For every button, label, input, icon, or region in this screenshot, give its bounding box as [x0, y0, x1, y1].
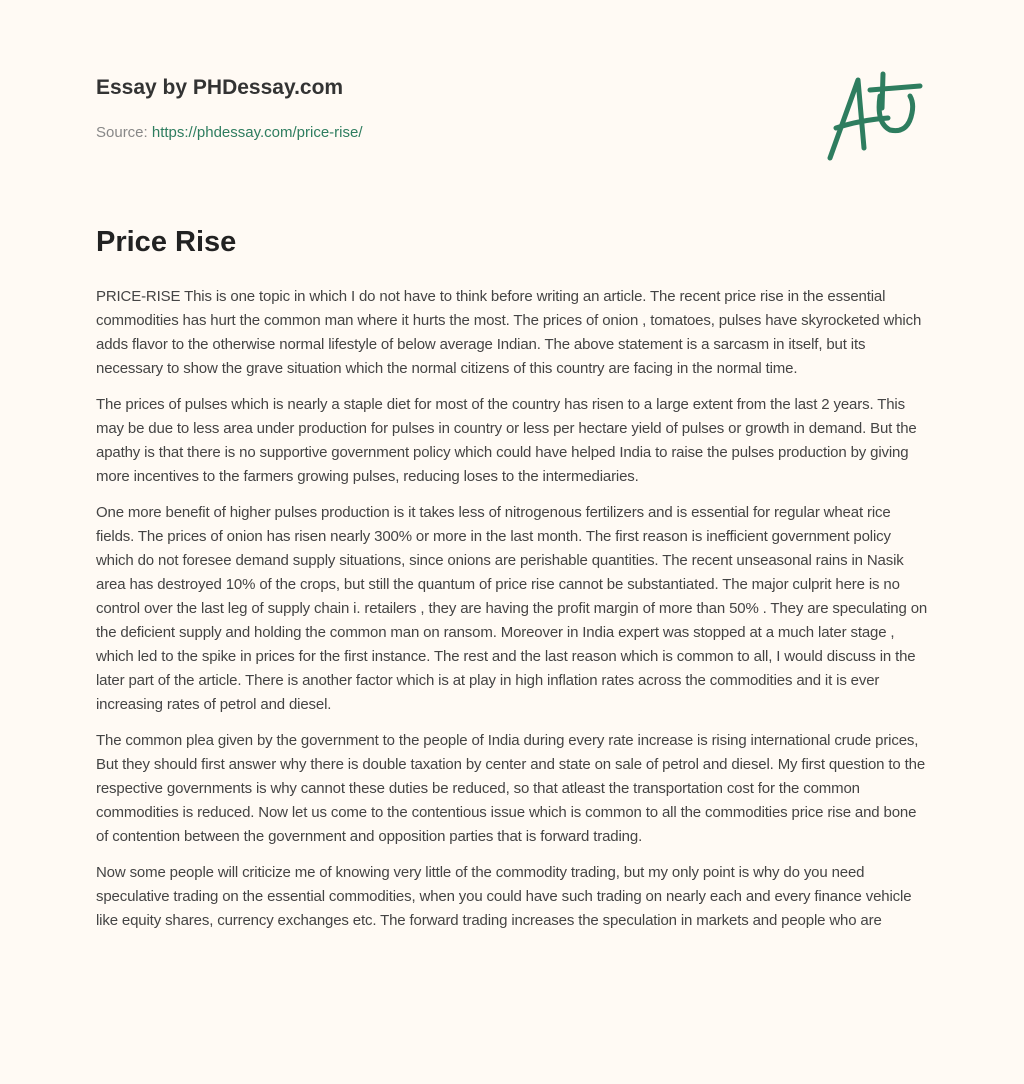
- article-title: Price Rise: [96, 226, 237, 258]
- source-line: [96, 124, 363, 141]
- site-brand: Essay by PHDessay.com: [96, 76, 344, 99]
- source-link[interactable]: https://phdessay.com/price-rise/: [151, 124, 363, 141]
- paragraph: One more benefit of higher pulses production is it takes less of nitrogenous fertilizers and is essential for regular wheat rice fields. The prices of onion has risen nearly 300% or more in the last month. The first reason is inefficient government policy which do not foresee demand supply situations, since onions are perishable quantities. The recent unseasonal rains in Nasik area has destroyed 10% of the crops, but still the quantum of price rise cannot be substantiated. The major culprit here is no control over the last leg of supply chain i. retailers , they are having the profit margin of more than 50% . They are speculating on the deficient supply and holding the common man on ransom. Moreover in India expert was stopped at a much later stage , which led to the spike in prices for the first instance. The rest and the last reason which is common to all, I would discuss in the later part of the article. There is another factor which is at play in high inflation rates across the commodities and it is ever increasing rates of petrol and diesel.: [96, 504, 928, 713]
- paragraph: Now some people will criticize me of knowing very little of the commodity trading, but my only point is why do you need speculative trading on the essential commodities, when you could have such trading on nearly each and every finance vehicle like equity shares, currency exchanges etc. The forward trading increases the speculation in markets and people who are: [96, 864, 912, 929]
- article-body: [96, 285, 932, 945]
- paragraph: The prices of pulses which is nearly a staple diet for most of the country has risen to a large extent from the last 2 years. This may be due to less area under production for pulses in country or less per hectare yield of pulses or growth in demand. But the apathy is that there is no supportive government policy which could have helped India to raise the pulses production by giving more incentives to the farmers growing pulses, reducing loses to the intermediaries.: [96, 396, 917, 485]
- source-label: Source:: [96, 124, 148, 141]
- paragraph: PRICE-RISE This is one topic in which I do not have to think before writing an article. The recent price rise in the essential commodities has hurt the common man where it hurts the most. The prices of onion , tomatoes, pulses have skyrocketed which adds flavor to the otherwise normal lifestyle of below average Indian. The above statement is a sarcasm in itself, but its necessary to show the grave situation which the normal citizens of this country are facing in the normal time.: [96, 288, 922, 377]
- a-plus-logo: [820, 68, 930, 168]
- paragraph: The common plea given by the government to the people of India during every rate increase is rising international crude prices, But they should first answer why there is double taxation by center and state on sale of petrol and diesel. My first question to the respective governments is why cannot these duties be reduced, so that atleast the transportation cost for the common commodities is reduced. Now let us come to the contentious issue which is common to all the commodities price rise and bone of contention between the government and opposition parties that is forward trading.: [96, 732, 926, 845]
